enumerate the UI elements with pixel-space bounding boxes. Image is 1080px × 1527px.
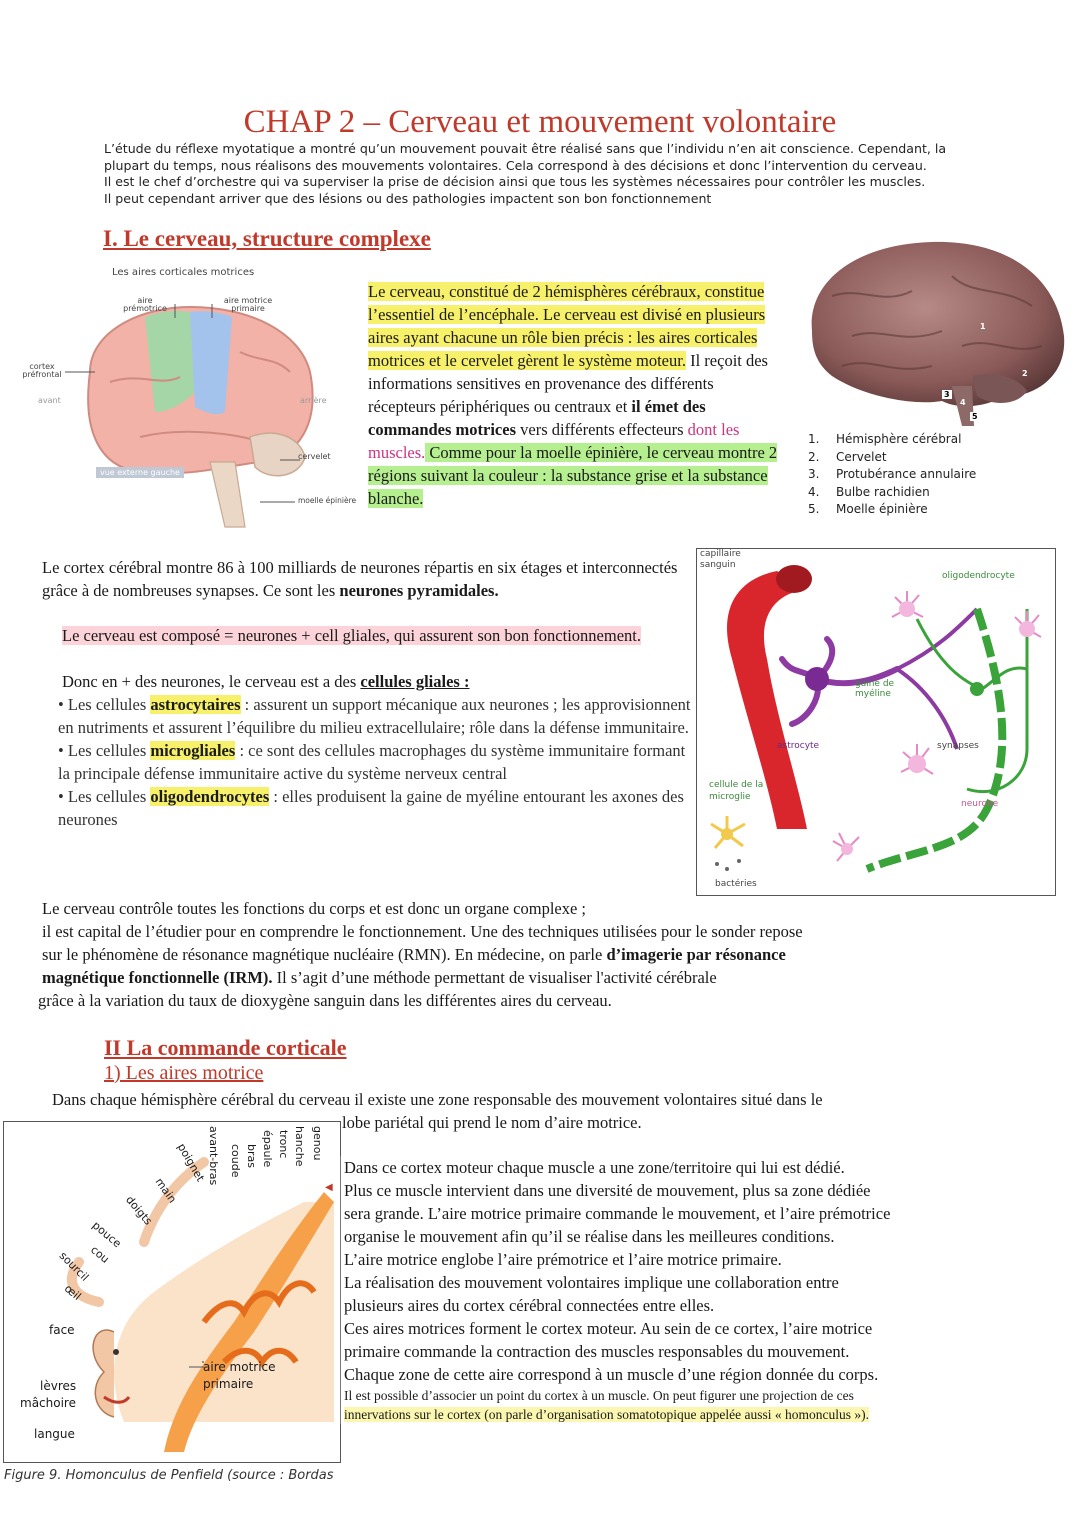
label-synapses: synapses <box>937 741 979 751</box>
section-2-subheading: 1) Les aires motrice <box>104 1062 264 1084</box>
motor-small-line: Il est possible d’associer un point du cortex à un muscle. On peut figurer une projection de ces <box>344 1388 854 1403</box>
brain-paragraph-text: Il reçoit des informations sensitives en provenance des différents récepteurs périphériques ou centraux et <box>368 351 768 416</box>
label-neurone: neurone <box>961 799 999 809</box>
cortex-figure-caption: Les aires corticales motrices <box>112 267 255 278</box>
label-bacteries: bactéries <box>715 879 757 889</box>
intro-line: L’étude du réflexe myotatique a montré qu’un mouvement pouvait être réalisé sans que l’individu n’en ait conscience. Cependant, la <box>104 141 947 156</box>
intro-line: plupart du temps, nous réalisons des mouvements volontaires. Cela correspond à des décisions et donc l’intervention du cerveau. <box>104 157 927 173</box>
brain-paragraph-highlight: Le cerveau, constitué de 2 hémisphères cérébraux, constitue l’essentiel de l’encéphale. Le cerveau est divisé en plusieurs aires ayant chacune un rôle bien précis : les aires corticales motrices et le cervelet gèrent le système moteur. <box>368 282 766 370</box>
homunculus-label: pouce <box>89 1218 124 1251</box>
motor-line: plusieurs aires du cortex cérébral connectées entre elles. <box>344 1296 715 1315</box>
homunculus-figure <box>3 1121 341 1463</box>
motor-line: sera grande. L’aire motrice primaire commande le mouvement, et l’aire prémotrice <box>344 1204 891 1223</box>
glial-list <box>58 693 692 831</box>
intro-line: Il peut cependant arriver que des lésions ou des pathologies impactent son bon fonctionnement <box>104 190 712 206</box>
brain-paragraph-text: vers différents effecteurs <box>516 420 688 439</box>
homunculus-label: cou <box>88 1243 112 1266</box>
motor-intro-line: lobe pariétal qui prend le nom d’aire motrice. <box>342 1113 642 1132</box>
list-item: • Les cellules microgliales : ce sont des cellules macrophages du système immunitaire formant la principale défense immunitaire active du système nerveux central <box>58 741 686 783</box>
homunculus-label: sourcil <box>56 1249 92 1284</box>
label-oligodendrocyte: oligodendrocyte <box>942 571 1015 581</box>
label-moelle: moelle épinière <box>298 496 357 505</box>
intro-paragraph <box>104 141 984 207</box>
homunculus-label: main <box>152 1175 179 1206</box>
label-microglie: cellule de la microglie <box>709 780 764 802</box>
brain-legend <box>808 431 976 519</box>
neurons-paragraph-bold: neurones pyramidales. <box>339 581 499 600</box>
glial-summary <box>62 624 642 647</box>
intro-line: Il est le chef d’orchestre qui va superviser la prise de décision ainsi que tous les systèmes nécessaires pour contrôler les muscles. <box>104 174 926 189</box>
label-cervelet: cervelet <box>298 452 331 461</box>
legend-item: 4. Bulbe rachidien <box>808 484 930 499</box>
homunculus-label: mâchoire <box>20 1396 76 1410</box>
section-2-heading: II La commande corticale <box>104 1035 347 1060</box>
brain-illustration <box>802 236 1072 428</box>
glial-intro-text: Donc en + des neurones, le cerveau est a des <box>62 672 361 691</box>
glial-cells-figure <box>696 548 1056 896</box>
label-aire-motrice-primaire: aire motrice primaire <box>223 296 273 313</box>
homunculus-label: coude <box>229 1144 242 1178</box>
motor-line: L’aire motrice englobe l’aire prémotrice et l’aire motrice primaire. <box>344 1250 782 1269</box>
legend-item: 3. Protubérance annulaire <box>808 467 977 481</box>
homunculus-label: face <box>49 1323 75 1337</box>
homunculus-label: bras <box>245 1144 258 1168</box>
glial-intro-bold: cellules gliales : <box>360 672 470 691</box>
glial-summary-text: Le cerveau est composé = neurones + cell gliales, qui assurent son bon fonctionnement. <box>62 626 641 645</box>
brain-paragraph <box>368 280 782 510</box>
brain-paragraph-green: Comme pour la moelle épinière, le cerveau montre 2 régions suivant la couleur : la substance grise et la substance blanche. <box>368 443 778 508</box>
brain-mark-4: 4 <box>960 398 966 407</box>
motor-line: Plus ce muscle intervient dans une diversité de mouvement, plus sa zone dédiée <box>344 1181 871 1200</box>
homunculus-label: genou <box>311 1126 324 1161</box>
glial-intro <box>62 670 682 693</box>
motor-intro-line: Dans chaque hémisphère cérébral du cerveau il existe une zone responsable des mouvement volontaires situé dans le <box>52 1090 823 1109</box>
label-capillaire: capillaire sanguin <box>700 549 741 570</box>
homunculus-caption: Figure 9. Homonculus de Penfield (source : Bordas <box>4 1468 334 1483</box>
homunculus-label: lèvres <box>40 1379 77 1393</box>
brain-mark-5: 5 <box>972 412 978 421</box>
homunculus-label: langue <box>34 1427 75 1441</box>
homunculus-label: poignet <box>174 1141 207 1184</box>
brain-paragraph-muscles: dont les muscles. <box>368 420 740 462</box>
brain-mark-1: 1 <box>980 322 986 331</box>
irm-line: magnétique fonctionnelle (IRM). Il s’agit d’une méthode permettant de visualiser l'activité cérébrale <box>42 968 717 987</box>
list-item: • Les cellules astrocytaires : assurent un support mécanique aux neurones ; les approvisionnent en nutriments et assurent l’équilibre du milieu extracellulaire; rôle dans la défense immunitaire. <box>58 695 691 737</box>
glial-cells-diagram <box>697 549 1055 895</box>
irm-line: il est capital de l’étudier pour en comprendre le fonctionnement. Une des techniques utilisées pour le sonder repose <box>42 922 803 941</box>
brain-photo <box>802 236 1072 428</box>
label-avant: avant <box>38 396 61 405</box>
label-aire-premotrice: aire prémotrice <box>123 296 167 313</box>
section-1-heading: I. Le cerveau, structure complexe <box>103 226 431 251</box>
homunculus-label: œil <box>61 1281 84 1304</box>
page-title: CHAP 2 – Cerveau et mouvement volontaire <box>243 104 837 140</box>
legend-item: 2. Cervelet <box>808 449 887 464</box>
homunculus-label: épaule <box>261 1130 274 1168</box>
neurons-paragraph <box>42 556 692 602</box>
list-item: • Les cellules oligodendrocytes : elles produisent la gaine de myéline entourant les axones des neurones <box>58 787 684 829</box>
irm-line: sur le phénomène de résonance magnétique nucléaire (RMN). En médecine, on parle d’imagerie par résonance <box>42 945 786 964</box>
motor-cortex-text <box>340 1156 1059 1424</box>
homunculus-label: doigts <box>123 1193 155 1228</box>
brain-mark-3: 3 <box>944 390 950 399</box>
homunculus-label: hanche <box>293 1126 306 1167</box>
motor-small-line: innervations sur le cortex (on parle d’organisation somatotopique appelée aussi « homonculus »). <box>344 1407 869 1422</box>
irm-line: grâce à la variation du taux de dioxygène sanguin dans les différentes aires du cerveau. <box>38 991 612 1010</box>
homunculus-area-label: aire motrice primaire <box>203 1360 276 1391</box>
motor-line: La réalisation des mouvement volontaires implique une collaboration entre <box>344 1273 839 1292</box>
legend-item: 1. Hémisphère cérébral <box>808 432 962 446</box>
label-arriere: arrière <box>300 396 327 405</box>
motor-line: Dans ce cortex moteur chaque muscle a une zone/territoire qui lui est dédié. <box>344 1158 845 1177</box>
brain-mark-2: 2 <box>1022 369 1028 378</box>
cortex-figure <box>20 262 365 532</box>
motor-line: Ces aires motrices forment le cortex moteur. Au sein de ce cortex, l’aire motrice <box>344 1319 873 1338</box>
homunculus-label: tronc <box>277 1130 290 1159</box>
brain-paragraph-bold: il émet des commandes motrices <box>368 397 706 439</box>
label-vue: vue externe gauche <box>96 467 184 478</box>
motor-line: primaire commande la contraction des muscles responsables du mouvement. <box>344 1342 850 1361</box>
label-cortex-prefrontal: cortex préfrontal <box>22 362 62 379</box>
label-astrocyte: astrocyte <box>777 741 820 751</box>
legend-item: 5. Moelle épinière <box>808 502 928 516</box>
label-gaine: gaine de myéline <box>855 679 895 699</box>
neurons-paragraph-text: Le cortex cérébral montre 86 à 100 milliards de neurones répartis en six étages et interconnectés grâce à de nombreuses synapses. Ce sont les <box>42 558 678 600</box>
irm-line: Le cerveau contrôle toutes les fonctions du corps et est donc un organe complexe ; <box>42 899 587 918</box>
motor-line: organise le mouvement afin qu’il se réalise dans les meilleures conditions. <box>344 1227 835 1246</box>
pointer-icon: ◀ <box>325 1182 333 1193</box>
homunculus-label: avant-bras <box>207 1126 220 1186</box>
motor-line: Chaque zone de cette aire correspond à un muscle d’une région donnée du corps. <box>344 1365 879 1384</box>
irm-paragraph <box>38 897 1038 1012</box>
